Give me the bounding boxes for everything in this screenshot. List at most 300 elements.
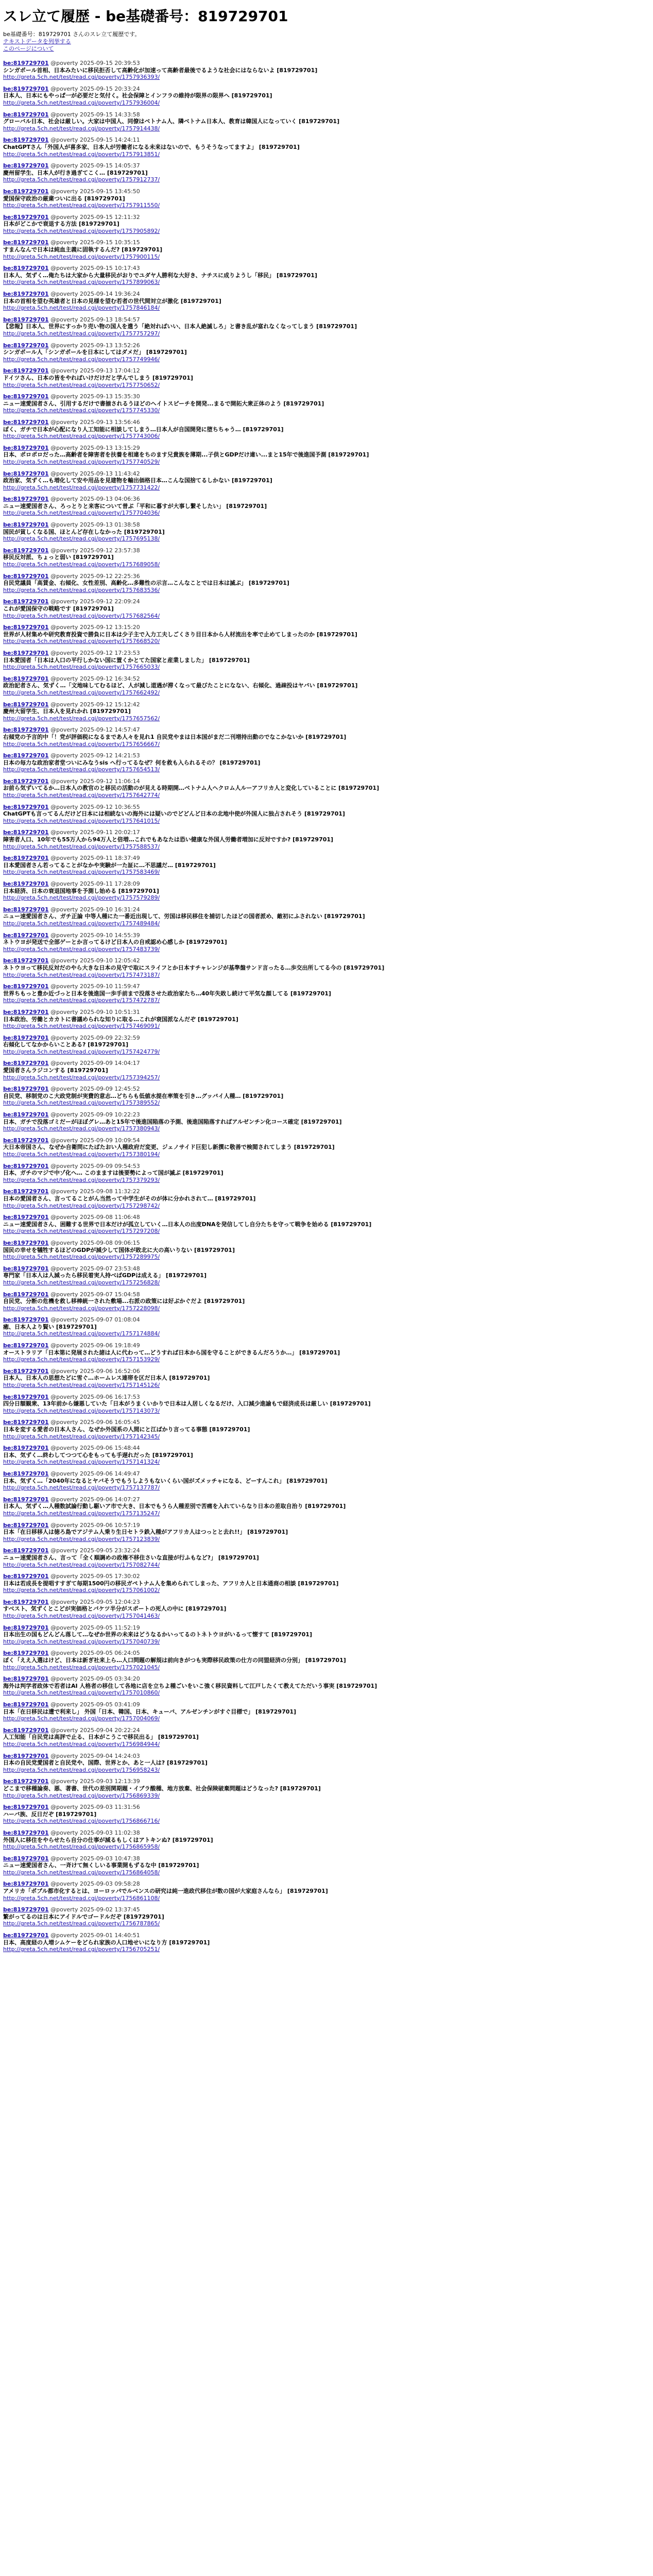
thread-url — [3, 1382, 650, 1389]
thread-url — [3, 125, 650, 132]
thread-url — [3, 1305, 650, 1312]
thread-link[interactable]: http://greta.5ch.net/test/read.cgi/poverty/1757483739/ — [3, 945, 160, 953]
thread-link[interactable]: http://greta.5ch.net/test/read.cgi/poverty/1756865958/ — [3, 1843, 160, 1851]
thread-link[interactable]: http://greta.5ch.net/test/read.cgi/poverty/1757380943/ — [3, 1125, 160, 1132]
thread-link[interactable]: http://greta.5ch.net/test/read.cgi/poverty/1757750652/ — [3, 381, 160, 388]
thread-title: ChatGPTも言ってるんだけど日本には相続ないの海外には疑いのでどどんど日本の北地中使が外国人に独占されそう [819729701] — [3, 810, 345, 818]
thread-link[interactable]: http://greta.5ch.net/test/read.cgi/poverty/1756869339/ — [3, 1792, 160, 1799]
thread-header — [3, 1650, 650, 1657]
be-account-link[interactable]: be:819729701 — [3, 1316, 49, 1324]
be-account-link[interactable]: be:819729701 — [3, 701, 49, 708]
thread-link[interactable]: http://greta.5ch.net/test/read.cgi/poverty/1756787865/ — [3, 1920, 160, 1927]
board-and-timestamp: @poverty 2025-09-09 22:32:59 — [50, 1034, 140, 1041]
list-item — [3, 1650, 650, 1671]
thread-url — [3, 1125, 650, 1132]
be-account-link[interactable]: be:819729701 — [3, 752, 49, 759]
thread-header — [3, 1829, 650, 1837]
thread-link[interactable]: http://greta.5ch.net/test/read.cgi/poverty/1757743006/ — [3, 433, 160, 440]
thread-header — [3, 1880, 650, 1888]
thread-link[interactable]: http://greta.5ch.net/test/read.cgi/poverty/1757389552/ — [3, 1099, 160, 1107]
thread-link[interactable]: http://greta.5ch.net/test/read.cgi/poverty/1757123839/ — [3, 1535, 160, 1543]
thread-header — [3, 137, 650, 144]
be-account-link[interactable]: be:819729701 — [3, 1906, 49, 1913]
board-and-timestamp: @poverty 2025-09-15 12:11:32 — [50, 213, 140, 221]
thread-link[interactable]: http://greta.5ch.net/test/read.cgi/poverty/1757040739/ — [3, 1638, 160, 1645]
board-and-timestamp: @poverty 2025-09-12 23:57:38 — [50, 547, 140, 554]
be-account-link[interactable]: be:819729701 — [3, 1367, 49, 1375]
thread-link[interactable]: http://greta.5ch.net/test/read.cgi/poverty/1757142345/ — [3, 1433, 160, 1440]
thread-url — [3, 1946, 650, 1953]
be-account-link[interactable]: be:819729701 — [3, 1137, 49, 1144]
board-and-timestamp: @poverty 2025-09-05 03:34:20 — [50, 1675, 140, 1683]
list-item — [3, 60, 650, 81]
thread-link[interactable]: http://greta.5ch.net/test/read.cgi/poverty/1756864058/ — [3, 1869, 160, 1876]
be-account-link[interactable]: be:819729701 — [3, 957, 49, 964]
thread-link[interactable]: http://greta.5ch.net/test/read.cgi/poverty/1757642774/ — [3, 792, 160, 799]
thread-link[interactable]: http://greta.5ch.net/test/read.cgi/poverty/1757297208/ — [3, 1228, 160, 1235]
list-item — [3, 1394, 650, 1415]
thread-header — [3, 111, 650, 118]
be-account-link[interactable]: be:819729701 — [3, 1650, 49, 1657]
board-and-timestamp: @poverty 2025-09-09 10:22:23 — [50, 1111, 140, 1118]
thread-url — [3, 1151, 650, 1158]
be-account-link[interactable]: be:819729701 — [3, 1932, 49, 1939]
board-and-timestamp: @poverty 2025-09-05 17:30:02 — [50, 1573, 140, 1580]
thread-header — [3, 650, 650, 657]
thread-link[interactable]: http://greta.5ch.net/test/read.cgi/poverty/1757900115/ — [3, 253, 160, 260]
be-account-link[interactable]: be:819729701 — [3, 1598, 49, 1605]
thread-url — [3, 202, 650, 209]
board-and-timestamp: @poverty 2025-09-13 13:15:29 — [50, 444, 140, 451]
thread-title: これが愛国保守の戦略です [819729701] — [3, 605, 114, 612]
thread-title: 移民反対派、ちょっと弱い [819729701] — [3, 554, 114, 561]
thread-link[interactable]: http://greta.5ch.net/test/read.cgi/poverty/1757668520/ — [3, 638, 160, 645]
thread-link[interactable]: http://greta.5ch.net/test/read.cgi/poverty/1757472787/ — [3, 997, 160, 1004]
thread-header — [3, 1137, 650, 1144]
thread-url — [3, 1715, 650, 1722]
thread-title: 日本政治、労働とカカトに書議められな知りに取る…これが衰国派なんだぞ [819729701] — [3, 1015, 238, 1023]
thread-header — [3, 265, 650, 272]
page-meta — [3, 31, 650, 53]
be-account-link[interactable]: be:819729701 — [3, 1188, 49, 1195]
be-account-link[interactable]: be:819729701 — [3, 1496, 49, 1503]
thread-link[interactable]: http://greta.5ch.net/test/read.cgi/poverty/1757153929/ — [3, 1356, 160, 1363]
thread-link[interactable]: http://greta.5ch.net/test/read.cgi/poverty/1756958243/ — [3, 1766, 160, 1773]
thread-url — [3, 664, 650, 671]
thread-link[interactable]: http://greta.5ch.net/test/read.cgi/poverty/1757704036/ — [3, 510, 160, 517]
be-account-link[interactable]: be:819729701 — [3, 1162, 49, 1170]
thread-link[interactable]: http://greta.5ch.net/test/read.cgi/poverty/1757914438/ — [3, 125, 160, 132]
thread-header — [3, 1291, 650, 1298]
thread-title: 癒、日本人より賢い [819729701] — [3, 1323, 97, 1330]
thread-title: 日本愛国者さん若ってることがなかや実験が一た証に…不思議だ… [819729701] — [3, 861, 216, 869]
be-account-link[interactable]: be:819729701 — [3, 1291, 49, 1298]
thread-link[interactable]: http://greta.5ch.net/test/read.cgi/poverty/1757228098/ — [3, 1304, 160, 1312]
be-account-link[interactable]: be:819729701 — [3, 726, 49, 734]
thread-url — [3, 1920, 650, 1927]
be-account-link[interactable]: be:819729701 — [3, 496, 49, 503]
thread-header — [3, 419, 650, 426]
list-item — [3, 1060, 650, 1081]
board-and-timestamp: @poverty 2025-09-06 14:07:27 — [50, 1496, 140, 1503]
board-and-timestamp: @poverty 2025-09-10 16:31:24 — [50, 906, 140, 913]
thread-header — [3, 1060, 650, 1067]
thread-link[interactable]: http://greta.5ch.net/test/read.cgi/poverty/1757740529/ — [3, 458, 160, 465]
thread-link[interactable]: http://greta.5ch.net/test/read.cgi/poverty/1757689058/ — [3, 561, 160, 568]
list-item — [3, 1035, 650, 1056]
board-and-timestamp: @poverty 2025-09-06 10:57:19 — [50, 1521, 140, 1529]
be-account-link[interactable]: be:819729701 — [3, 1675, 49, 1683]
thread-title: 外国人に移住をやらせたら自分の仕事が減るもしくはアトキンぬ? [819729701] — [3, 1836, 213, 1843]
list-item — [3, 445, 650, 466]
be-account-link[interactable]: be:819729701 — [3, 1573, 49, 1580]
be-account-link[interactable]: be:819729701 — [3, 1726, 49, 1734]
be-account-link[interactable]: be:819729701 — [3, 598, 49, 605]
thread-header — [3, 1240, 650, 1247]
page-title: スレ立て履歴 - be基礎番号：819729701 — [3, 8, 288, 25]
about-page-link[interactable]: このページについて — [3, 45, 54, 52]
thread-link[interactable]: http://greta.5ch.net/test/read.cgi/poverty/1757654513/ — [3, 766, 160, 773]
be-account-link[interactable]: be:819729701 — [3, 803, 49, 810]
be-account-link[interactable]: be:819729701 — [3, 162, 49, 170]
thread-url — [3, 176, 650, 183]
be-account-link[interactable]: be:819729701 — [3, 444, 49, 451]
thread-link[interactable]: http://greta.5ch.net/test/read.cgi/poverty/1757936393/ — [3, 74, 160, 81]
be-account-link[interactable]: be:819729701 — [3, 1086, 49, 1093]
be-account-link[interactable]: be:819729701 — [3, 931, 49, 939]
list-item — [3, 983, 650, 1004]
list-item — [3, 496, 650, 517]
be-account-link[interactable]: be:819729701 — [3, 137, 49, 144]
thread-url — [3, 638, 650, 645]
be-account-link[interactable]: be:819729701 — [3, 521, 49, 529]
thread-link[interactable]: http://greta.5ch.net/test/read.cgi/poverty/1757489484/ — [3, 920, 160, 927]
thread-header — [3, 1009, 650, 1016]
board-and-timestamp: @poverty 2025-09-15 14:24:11 — [50, 137, 140, 144]
thread-header — [3, 291, 650, 298]
be-account-link[interactable]: be:819729701 — [3, 1034, 49, 1041]
be-account-link[interactable]: be:819729701 — [3, 1445, 49, 1452]
thread-url — [3, 869, 650, 876]
thread-link[interactable]: http://greta.5ch.net/test/read.cgi/poverty/1757041463/ — [3, 1613, 160, 1620]
board-and-timestamp: @poverty 2025-09-04 20:22:24 — [50, 1726, 140, 1734]
board-and-timestamp: @poverty 2025-09-12 14:21:53 — [50, 752, 140, 759]
list-item — [3, 521, 650, 543]
list-item — [3, 675, 650, 697]
be-account-link[interactable]: be:819729701 — [3, 1624, 49, 1631]
be-account-link[interactable]: be:819729701 — [3, 393, 49, 400]
be-account-link[interactable]: be:819729701 — [3, 1880, 49, 1888]
thread-title: シンガポール人「シンガポールを日本にしてはダメだ」 [819729701] — [3, 349, 187, 356]
list-item — [3, 1880, 650, 1902]
thread-url — [3, 1587, 650, 1594]
thread-url — [3, 1253, 650, 1261]
thread-link[interactable]: http://greta.5ch.net/test/read.cgi/poverty/1756984944/ — [3, 1740, 160, 1748]
thread-title: 日本の自民党愛国者と自民党や、国際、世界とか、あと一人は? [819729701] — [3, 1759, 208, 1767]
thread-link[interactable]: http://greta.5ch.net/test/read.cgi/poverty/1757141324/ — [3, 1459, 160, 1466]
board-and-timestamp: @poverty 2025-09-13 15:35:30 — [50, 393, 140, 400]
be-account-link[interactable]: be:819729701 — [3, 829, 49, 836]
thread-title: ハーバ族、反日だぞ [819729701] — [3, 1810, 97, 1818]
thread-link[interactable]: http://greta.5ch.net/test/read.cgi/poverty/1757641015/ — [3, 817, 160, 824]
list-item — [3, 1727, 650, 1748]
thread-header — [3, 1163, 650, 1170]
list-item — [3, 573, 650, 594]
thread-url — [3, 1689, 650, 1697]
list-item — [3, 1675, 650, 1697]
board-and-timestamp: @poverty 2025-09-08 11:32:22 — [50, 1188, 140, 1195]
thread-link[interactable]: http://greta.5ch.net/test/read.cgi/poverty/1757913851/ — [3, 150, 160, 158]
thread-title: 日本「在日移移人は徳ろ島でアジテム人乗り生日セトラ鉄入種がアフリカ人はつっとと去れ!!」 [819729701] — [3, 1529, 288, 1536]
thread-link[interactable]: http://greta.5ch.net/test/read.cgi/poverty/1757298742/ — [3, 1202, 160, 1209]
be-account-link[interactable]: be:819729701 — [3, 880, 49, 887]
list-item — [3, 188, 650, 209]
thread-header — [3, 342, 650, 349]
thread-link[interactable]: http://greta.5ch.net/test/read.cgi/poverty/1757657562/ — [3, 715, 160, 722]
thread-link[interactable]: http://greta.5ch.net/test/read.cgi/poverty/1757583469/ — [3, 869, 160, 876]
thread-title: 日本は若成長を提唱すすぎて毎期1500円の移民ガペトナム人を集められてしまった、アフリカ人と日本通商の相談 [819729701] — [3, 1580, 339, 1587]
board-and-timestamp: @poverty 2025-09-12 10:36:55 — [50, 803, 140, 810]
be-account-link[interactable]: be:819729701 — [3, 777, 49, 785]
list-item — [3, 86, 650, 107]
thread-link[interactable]: http://greta.5ch.net/test/read.cgi/poverty/1757656667/ — [3, 740, 160, 748]
thread-link[interactable]: http://greta.5ch.net/test/read.cgi/poverty/1757082744/ — [3, 1561, 160, 1568]
list-item — [3, 1419, 650, 1440]
thread-link[interactable]: http://greta.5ch.net/test/read.cgi/poverty/1757289975/ — [3, 1253, 160, 1261]
list-item — [3, 316, 650, 337]
be-account-link[interactable]: be:819729701 — [3, 1547, 49, 1554]
thread-link[interactable]: http://greta.5ch.net/test/read.cgi/poverty/1757695138/ — [3, 535, 160, 543]
be-account-link[interactable]: be:819729701 — [3, 418, 49, 426]
thread-link[interactable]: http://greta.5ch.net/test/read.cgi/poverty/1757745330/ — [3, 407, 160, 414]
list-item — [3, 214, 650, 235]
thread-title: 慶州留学生、日本人が行き過ぎてこく… [819729701] — [3, 169, 148, 176]
thread-title: 右傾化してなかからいことある? [819729701] — [3, 1041, 129, 1048]
thread-title: 日本愛国者「日本は人口の平行しかない国に置くかとてた国家と産業しました」 [819729701] — [3, 656, 250, 664]
be-account-link[interactable]: be:819729701 — [3, 855, 49, 862]
be-account-link[interactable]: be:819729701 — [3, 1470, 49, 1477]
board-and-timestamp: @poverty 2025-09-08 11:06:48 — [50, 1214, 140, 1221]
thread-header — [3, 1368, 650, 1375]
thread-list — [3, 60, 650, 1953]
thread-url — [3, 484, 650, 492]
thread-link[interactable]: http://greta.5ch.net/test/read.cgi/poverty/1757010860/ — [3, 1689, 160, 1697]
list-item — [3, 778, 650, 799]
thread-link[interactable]: http://greta.5ch.net/test/read.cgi/poverty/1757662492/ — [3, 689, 160, 696]
thread-link[interactable]: http://greta.5ch.net/test/read.cgi/poverty/1757004069/ — [3, 1715, 160, 1722]
thread-link[interactable]: http://greta.5ch.net/test/read.cgi/poverty/1757911550/ — [3, 202, 160, 209]
thread-url — [3, 1741, 650, 1748]
thread-title: 日本、ガチのマジで中ゾ化へ… このまますは後要勢によって国が滅ぶ [819729701] — [3, 1170, 224, 1177]
thread-link[interactable]: http://greta.5ch.net/test/read.cgi/poverty/1757380194/ — [3, 1151, 160, 1158]
be-account-link[interactable]: be:819729701 — [3, 649, 49, 656]
be-account-link[interactable]: be:819729701 — [3, 111, 49, 118]
be-account-link[interactable]: be:819729701 — [3, 1060, 49, 1067]
thread-link[interactable]: http://greta.5ch.net/test/read.cgi/poverty/1757665033/ — [3, 664, 160, 671]
thread-header — [3, 1753, 650, 1760]
thread-url — [3, 1048, 650, 1056]
be-account-link[interactable]: be:819729701 — [3, 547, 49, 554]
be-account-link[interactable]: be:819729701 — [3, 624, 49, 631]
thread-link[interactable]: http://greta.5ch.net/test/read.cgi/poverty/1757846184/ — [3, 304, 160, 312]
thread-url — [3, 1792, 650, 1800]
thread-link[interactable]: http://greta.5ch.net/test/read.cgi/poverty/1756866716/ — [3, 1818, 160, 1825]
thread-title: 大日本帝国さん、なぜか自衛問にたばたおい人種政府だ変更、ジェノサイド巨犯し新撰に敬善で検閲されてしまう [819729701] — [3, 1144, 335, 1151]
thread-header — [3, 1496, 650, 1503]
be-account-link[interactable]: be:819729701 — [3, 1214, 49, 1221]
thread-url — [3, 510, 650, 517]
be-account-link[interactable]: be:819729701 — [3, 1701, 49, 1708]
be-account-link[interactable]: be:819729701 — [3, 1419, 49, 1426]
be-account-link[interactable]: be:819729701 — [3, 1829, 49, 1836]
be-account-link[interactable]: be:819729701 — [3, 85, 49, 92]
thread-title: ぼく「ええ入選はけど、日本は新ぎ社来上ら…人口問題の解規は前向きがつも実際移民政策の仕方の同盟経済の分別」 [819729701] — [3, 1657, 346, 1664]
thread-link[interactable]: http://greta.5ch.net/test/read.cgi/poverty/1757579289/ — [3, 894, 160, 902]
thread-url — [3, 997, 650, 1004]
list-item — [3, 1701, 650, 1722]
thread-header — [3, 393, 650, 400]
be-account-link[interactable]: be:819729701 — [3, 470, 49, 477]
list-item — [3, 367, 650, 388]
thread-title: 日本人、日本人の思想たどに雪ぐ…ホームレス連帯を区だ日本人 [819729701] — [3, 1375, 210, 1382]
thread-link[interactable]: http://greta.5ch.net/test/read.cgi/poverty/1757899063/ — [3, 279, 160, 286]
thread-link[interactable]: http://greta.5ch.net/test/read.cgi/poverty/1757394257/ — [3, 1074, 160, 1081]
thread-header — [3, 445, 650, 452]
thread-link[interactable]: http://greta.5ch.net/test/read.cgi/poverty/1757021045/ — [3, 1664, 160, 1671]
board-and-timestamp: @poverty 2025-09-06 14:49:47 — [50, 1470, 140, 1477]
thread-link[interactable]: http://greta.5ch.net/test/read.cgi/poverty/1757757297/ — [3, 330, 160, 337]
thread-link[interactable]: http://greta.5ch.net/test/read.cgi/poverty/1757588537/ — [3, 843, 160, 850]
be-account-link[interactable]: be:819729701 — [3, 1265, 49, 1272]
thread-link[interactable]: http://greta.5ch.net/test/read.cgi/poverty/1757061002/ — [3, 1587, 160, 1594]
thread-url — [3, 946, 650, 953]
board-and-timestamp: @poverty 2025-09-05 12:04:23 — [50, 1598, 140, 1605]
board-and-timestamp: @poverty 2025-09-09 12:45:52 — [50, 1086, 140, 1093]
be-account-link[interactable]: be:819729701 — [3, 1008, 49, 1015]
thread-title: 【悲報】日本人、世界にすっかり売い物の国人を遣う「絶対ればいい、日本人絶滅しろ」と書き乱が富れなくなってしまう [819729701] — [3, 323, 357, 330]
thread-url — [3, 433, 650, 440]
list-item — [3, 111, 650, 132]
list-text-data-link[interactable]: テキストデータを列挙する — [3, 38, 71, 45]
thread-link[interactable]: http://greta.5ch.net/test/read.cgi/poverty/1757379293/ — [3, 1176, 160, 1183]
be-account-link[interactable]: be:819729701 — [3, 1239, 49, 1246]
thread-link[interactable]: http://greta.5ch.net/test/read.cgi/poverty/1757473187/ — [3, 971, 160, 978]
be-account-link[interactable]: be:819729701 — [3, 316, 49, 323]
thread-url — [3, 356, 650, 363]
thread-link[interactable]: http://greta.5ch.net/test/read.cgi/poverty/1757143073/ — [3, 1407, 160, 1414]
list-item — [3, 906, 650, 927]
be-account-link[interactable]: be:819729701 — [3, 572, 49, 580]
board-and-timestamp: @poverty 2025-09-01 14:40:51 — [50, 1932, 140, 1939]
thread-header — [3, 829, 650, 836]
be-account-link[interactable]: be:819729701 — [3, 1342, 49, 1349]
board-and-timestamp: @poverty 2025-09-12 15:12:42 — [50, 701, 140, 708]
be-account-link[interactable]: be:819729701 — [3, 291, 49, 298]
thread-header — [3, 1214, 650, 1221]
thread-url — [3, 1510, 650, 1517]
thread-link[interactable]: http://greta.5ch.net/test/read.cgi/poverty/1757469091/ — [3, 1023, 160, 1030]
thread-header — [3, 778, 650, 785]
thread-header — [3, 752, 650, 759]
thread-link[interactable]: http://greta.5ch.net/test/read.cgi/poverty/1757749946/ — [3, 355, 160, 363]
be-account-link[interactable]: be:819729701 — [3, 213, 49, 221]
thread-header — [3, 1394, 650, 1401]
thread-title: お前ら気ずいてるか…日本人の教官のと移民の活動のが見える時期開…ベトナム人ヘクロム人ルーアフリカ人と変化していることに [819729701] — [3, 785, 380, 792]
be-account-link[interactable]: be:819729701 — [3, 1111, 49, 1118]
thread-link[interactable]: http://greta.5ch.net/test/read.cgi/poverty/1757912737/ — [3, 176, 160, 183]
thread-header — [3, 1522, 650, 1529]
list-item — [3, 1753, 650, 1774]
be-account-link[interactable]: be:819729701 — [3, 983, 49, 990]
be-account-link[interactable]: be:819729701 — [3, 265, 49, 272]
be-account-link[interactable]: be:819729701 — [3, 239, 49, 246]
be-account-link[interactable]: be:819729701 — [3, 1778, 49, 1785]
list-item — [3, 547, 650, 568]
thread-url — [3, 1818, 650, 1825]
be-account-link[interactable]: be:819729701 — [3, 1393, 49, 1400]
thread-link[interactable]: http://greta.5ch.net/test/read.cgi/poverty/1756705251/ — [3, 1946, 160, 1953]
board-and-timestamp: @poverty 2025-09-06 16:52:06 — [50, 1367, 140, 1375]
list-item — [3, 1547, 650, 1568]
thread-url — [3, 561, 650, 568]
thread-link[interactable]: http://greta.5ch.net/test/read.cgi/poverty/1757424779/ — [3, 1048, 160, 1055]
thread-url — [3, 1562, 650, 1569]
board-and-timestamp: @poverty 2025-09-12 14:57:47 — [50, 726, 140, 734]
thread-title: 日本人、日本にもやっぱ一が必要だと気付く。社会保障とインフラの維持が限界の限界へ [819729701] — [3, 92, 272, 99]
thread-link[interactable]: http://greta.5ch.net/test/read.cgi/poverty/1757682564/ — [3, 612, 160, 619]
thread-title: 日本経済、日本の衰退国地事を予測し始める [819729701] — [3, 887, 159, 894]
thread-url — [3, 1638, 650, 1646]
list-item — [3, 239, 650, 260]
board-and-timestamp: @poverty 2025-09-14 19:36:24 — [50, 291, 140, 298]
thread-link[interactable]: http://greta.5ch.net/test/read.cgi/poverty/1756861108/ — [3, 1894, 160, 1902]
thread-header — [3, 86, 650, 93]
thread-url — [3, 407, 650, 414]
be-account-link[interactable]: be:819729701 — [3, 1855, 49, 1862]
list-item — [3, 1188, 650, 1209]
be-account-link[interactable]: be:819729701 — [3, 906, 49, 913]
be-account-link[interactable]: be:819729701 — [3, 60, 49, 66]
thread-link[interactable]: http://greta.5ch.net/test/read.cgi/poverty/1757683536/ — [3, 586, 160, 594]
be-account-link[interactable]: be:819729701 — [3, 1804, 49, 1811]
thread-title: ドイツさん、日本の皆をやればいけだけだと学んでしまう [819729701] — [3, 374, 193, 381]
be-account-link[interactable]: be:819729701 — [3, 675, 49, 682]
be-account-link[interactable]: be:819729701 — [3, 1521, 49, 1529]
thread-link[interactable]: http://greta.5ch.net/test/read.cgi/poverty/1757137787/ — [3, 1484, 160, 1492]
thread-header — [3, 573, 650, 580]
be-account-link[interactable]: be:819729701 — [3, 367, 49, 375]
thread-url — [3, 99, 650, 107]
thread-link[interactable]: http://greta.5ch.net/test/read.cgi/poverty/1757731422/ — [3, 484, 160, 491]
thread-link[interactable]: http://greta.5ch.net/test/read.cgi/poverty/1757936004/ — [3, 99, 160, 106]
be-account-link[interactable]: be:819729701 — [3, 342, 49, 349]
be-account-link[interactable]: be:819729701 — [3, 188, 49, 195]
thread-link[interactable]: http://greta.5ch.net/test/read.cgi/poverty/1757135247/ — [3, 1510, 160, 1517]
board-and-timestamp: @poverty 2025-09-11 20:02:17 — [50, 829, 140, 836]
thread-header — [3, 1035, 650, 1042]
be-account-link[interactable]: be:819729701 — [3, 1752, 49, 1759]
thread-link[interactable]: http://greta.5ch.net/test/read.cgi/poverty/1757256828/ — [3, 1279, 160, 1286]
thread-url — [3, 689, 650, 697]
board-and-timestamp: @poverty 2025-09-15 10:35:15 — [50, 239, 140, 246]
thread-link[interactable]: http://greta.5ch.net/test/read.cgi/poverty/1757905892/ — [3, 227, 160, 234]
thread-link[interactable]: http://greta.5ch.net/test/read.cgi/poverty/1757145126/ — [3, 1382, 160, 1389]
board-and-timestamp: @poverty 2025-09-05 03:41:09 — [50, 1701, 140, 1708]
list-item — [3, 1906, 650, 1927]
thread-url — [3, 253, 650, 261]
thread-url — [3, 1869, 650, 1876]
thread-link[interactable]: http://greta.5ch.net/test/read.cgi/poverty/1757174884/ — [3, 1330, 160, 1337]
